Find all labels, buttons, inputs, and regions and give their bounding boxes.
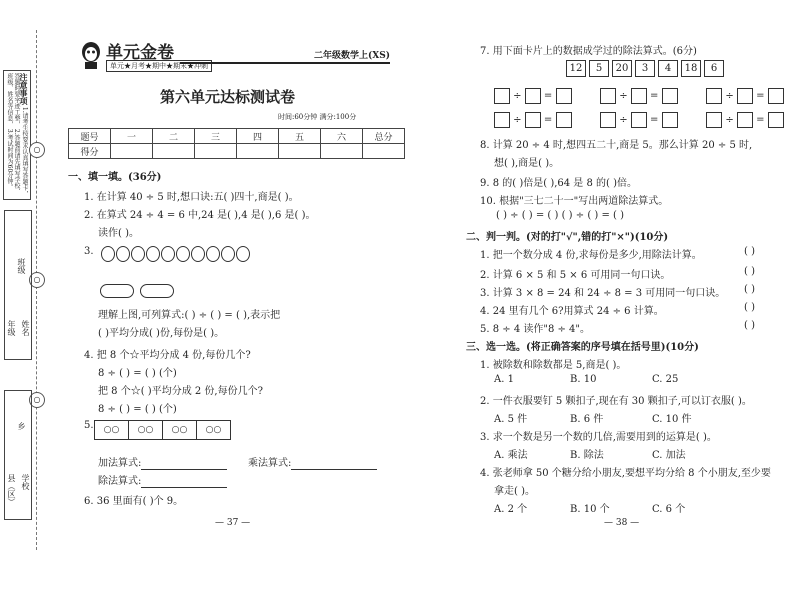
question-8: 8. 计算 20 ÷ 4 时,想四五二十,商是 5。那么计算 20 ÷ 5 时,	[480, 140, 753, 151]
multiplication-label: 乘法算式:	[248, 454, 377, 470]
name-field[interactable]: 姓名	[21, 320, 30, 336]
judge-answer[interactable]: ( )	[744, 284, 755, 295]
choice-option: A. 1	[494, 374, 514, 385]
notice-line: 2.答题前请先填写学校、班级、姓名等信息，	[6, 73, 20, 195]
lollipop-icon	[176, 246, 190, 262]
page-number-left: — 37 —	[215, 518, 251, 528]
judge-item-1: 1. 把一个数分成 4 份,求每份是多少,用除法计算。	[480, 250, 702, 261]
judge-item-5: 5. 8 ÷ 4 读作"8 ÷ 4"。	[480, 324, 591, 335]
choice-option: C. 加法	[652, 450, 686, 461]
lollipop-group	[101, 246, 251, 265]
judge-item-4: 4. 24 里有几个 6?用算式 24 ÷ 6 计算。	[480, 306, 664, 317]
number-card: 6	[704, 60, 724, 77]
notice-title: 注意事项	[19, 73, 29, 105]
class-field[interactable]: 班级	[17, 258, 26, 274]
lollipop-icon	[236, 246, 250, 262]
question-2-read: 读作( )。	[98, 228, 139, 239]
answer-box[interactable]	[706, 88, 722, 104]
answer-box[interactable]	[494, 88, 510, 104]
score-header: 四	[237, 129, 279, 144]
choice-option: B. 6 件	[570, 414, 604, 425]
score-header: 二	[153, 129, 195, 144]
question-4-equation: 8 ÷ ( ) = ( ) (个)	[98, 368, 177, 379]
score-header: 题号	[69, 129, 111, 144]
grade-label: 二年级数学上(XS)	[314, 51, 390, 61]
question-1: 1. 在计算 40 ÷ 5 时,想口诀:五( )四十,商是( )。	[84, 192, 299, 203]
answer-box[interactable]	[768, 112, 784, 128]
choice-option: A. 2 个	[494, 504, 528, 515]
question-6: 6. 36 里面有( )个 9。	[84, 496, 184, 507]
binding-hole: ○	[29, 142, 45, 158]
choice-option: B. 10	[570, 374, 597, 385]
answer-box[interactable]	[525, 88, 541, 104]
question-3-equation: 理解上图,可列算式:( ) ÷ ( ) = ( ),表示把	[98, 310, 281, 321]
grade-field[interactable]: 年级	[7, 320, 16, 336]
answer-box[interactable]	[737, 112, 753, 128]
group-oval	[100, 284, 134, 298]
score-header: 六	[321, 129, 363, 144]
addition-label: 加法算式:	[98, 454, 227, 470]
notice-line: 1.请考生按要求认真填写答题卡，答题时要字迹工整，	[13, 73, 28, 197]
judge-item-2: 2. 计算 6 × 5 和 5 × 6 可用同一句口诀。	[480, 270, 671, 281]
division-answer-line[interactable]	[141, 476, 227, 488]
dot-cell: ○○	[162, 420, 197, 440]
choice-option: C. 10 件	[652, 414, 692, 425]
choice-option: C. 25	[652, 374, 679, 385]
lollipop-icon	[131, 246, 145, 262]
answer-box[interactable]	[631, 88, 647, 104]
binding-hole: ○	[29, 272, 45, 288]
question-5-label: 5.	[84, 420, 94, 431]
choice-question-4-cont: 拿走( )。	[494, 486, 535, 497]
question-2: 2. 在算式 24 ÷ 4 = 6 中,24 是( ),4 是( ),6 是( )。	[84, 210, 316, 221]
score-cell[interactable]	[279, 144, 321, 159]
answer-box[interactable]	[494, 112, 510, 128]
score-row-label: 得分	[69, 144, 111, 159]
choice-option: C. 6 个	[652, 504, 686, 515]
question-3-meaning: ( )平均分成( )份,每份是( )。	[98, 328, 225, 339]
addition-answer-line[interactable]	[141, 458, 227, 470]
brand-subtitle: 单元★月考★期中★期末★冲刺	[106, 60, 212, 72]
judge-item-3: 3. 计算 3 × 8 = 24 和 24 ÷ 8 = 3 可用同一句口诀。	[480, 288, 726, 299]
score-row	[69, 144, 405, 159]
student-info-box	[4, 210, 32, 360]
number-card: 20	[612, 60, 632, 77]
score-cell[interactable]	[237, 144, 279, 159]
school-field[interactable]: 学校	[21, 474, 30, 490]
division-template-row: ÷ = ÷ = ÷ =	[494, 88, 784, 104]
question-7: 7. 用下面卡片上的数据成学过的除法算式。(6分)	[480, 46, 697, 57]
score-header-row	[69, 129, 405, 144]
multiplication-answer-line[interactable]	[291, 458, 377, 470]
dot-grid	[94, 420, 230, 440]
lollipop-icon	[221, 246, 235, 262]
choice-option: A. 乘法	[494, 450, 528, 461]
answer-box[interactable]	[662, 88, 678, 104]
division-label: 除法算式:	[98, 472, 227, 488]
judge-answer[interactable]: ( )	[744, 320, 755, 331]
question-3-label: 3.	[84, 246, 94, 257]
lollipop-icon	[191, 246, 205, 262]
question-4-equation-2: 8 ÷ ( ) = ( ) (个)	[98, 404, 177, 415]
number-cards	[566, 60, 727, 77]
notice-line: 3.考试时间为60分钟。	[6, 128, 13, 191]
lollipop-icon	[116, 246, 130, 262]
answer-box[interactable]	[737, 88, 753, 104]
score-table	[68, 128, 405, 159]
page-number-right: — 38 —	[604, 518, 640, 528]
section-judge-heading: 二、判一判。(对的打"√",错的打"×")(10分)	[466, 232, 669, 243]
lollipop-icon	[161, 246, 175, 262]
township-field[interactable]: 乡	[17, 422, 26, 430]
division-template-row: ÷ = ÷ = ÷ =	[494, 112, 784, 128]
mascot-logo-icon	[80, 40, 102, 70]
lollipop-icon	[146, 246, 160, 262]
answer-box[interactable]	[525, 112, 541, 128]
binding-line	[36, 30, 37, 550]
number-card: 4	[658, 60, 678, 77]
score-header: 三	[195, 129, 237, 144]
paper-meta: 时间:60分钟 满分:100分	[278, 113, 357, 121]
choice-question-3: 3. 求一个数是另一个数的几倍,需要用到的运算是( )。	[480, 432, 717, 443]
answer-box[interactable]	[600, 88, 616, 104]
score-cell[interactable]	[153, 144, 195, 159]
choice-question-4: 4. 张老师拿 50 个糖分给小朋友,要想平均分给 8 个小朋友,至少要	[480, 468, 771, 479]
brand-header	[80, 38, 390, 76]
score-cell[interactable]	[111, 144, 153, 159]
section-fill-heading: 一、填一填。(36分)	[68, 172, 162, 183]
dot-cell: ○○	[128, 420, 163, 440]
number-card: 18	[681, 60, 701, 77]
judge-answer[interactable]: ( )	[744, 266, 755, 277]
answer-box[interactable]	[556, 88, 572, 104]
choice-option: B. 除法	[570, 450, 604, 461]
question-8-answer: 想( ),商是( )。	[494, 158, 560, 169]
question-9: 9. 8 的( )倍是( ),64 是 8 的( )倍。	[480, 178, 638, 189]
answer-box[interactable]	[662, 112, 678, 128]
dot-cell: ○○	[94, 420, 129, 440]
number-card: 12	[566, 60, 586, 77]
answer-box[interactable]	[706, 112, 722, 128]
score-header: 一	[111, 129, 153, 144]
score-cell[interactable]	[321, 144, 363, 159]
choice-option: A. 5 件	[494, 414, 528, 425]
answer-box[interactable]	[768, 88, 784, 104]
judge-answer[interactable]: ( )	[744, 302, 755, 313]
paper-title: 第六单元达标测试卷	[160, 88, 296, 106]
binding-sidebar	[0, 30, 64, 550]
score-header: 总分	[363, 129, 405, 144]
question-4: 4. 把 8 个☆平均分成 4 份,每份几个?	[84, 350, 251, 361]
question-10: 10. 根据"三七二十一"写出两道除法算式。	[480, 196, 669, 207]
notice-box	[3, 70, 31, 200]
lollipop-icon	[101, 246, 115, 262]
brand-title: 单元金卷	[106, 43, 174, 63]
group-oval	[140, 284, 174, 298]
county-field[interactable]: 县（区）	[7, 474, 16, 506]
choice-question-1: 1. 被除数和除数都是 5,商是( )。	[480, 360, 627, 371]
dot-cell: ○○	[196, 420, 231, 440]
score-header: 五	[279, 129, 321, 144]
section-choice-heading: 三、选一选。(将正确答案的序号填在括号里)(10分)	[466, 342, 699, 353]
header-rule	[180, 62, 390, 64]
number-card: 3	[635, 60, 655, 77]
number-card: 5	[589, 60, 609, 77]
question-10-equations: ( ) ÷ ( ) = ( ) ( ) ÷ ( ) = ( )	[496, 210, 625, 221]
choice-question-2: 2. 一件衣服要钉 5 颗扣子,现在有 30 颗扣子,可以订衣服( )。	[480, 396, 752, 407]
lollipop-icon	[206, 246, 220, 262]
judge-answer[interactable]: ( )	[744, 246, 755, 257]
question-4-part2: 把 8 个☆( )平均分成 2 份,每份几个?	[98, 386, 263, 397]
score-cell[interactable]	[363, 144, 405, 159]
score-cell[interactable]	[195, 144, 237, 159]
answer-box[interactable]	[556, 112, 572, 128]
choice-option: B. 10 个	[570, 504, 610, 515]
binding-hole: ○	[29, 392, 45, 408]
answer-box[interactable]	[631, 112, 647, 128]
answer-box[interactable]	[600, 112, 616, 128]
